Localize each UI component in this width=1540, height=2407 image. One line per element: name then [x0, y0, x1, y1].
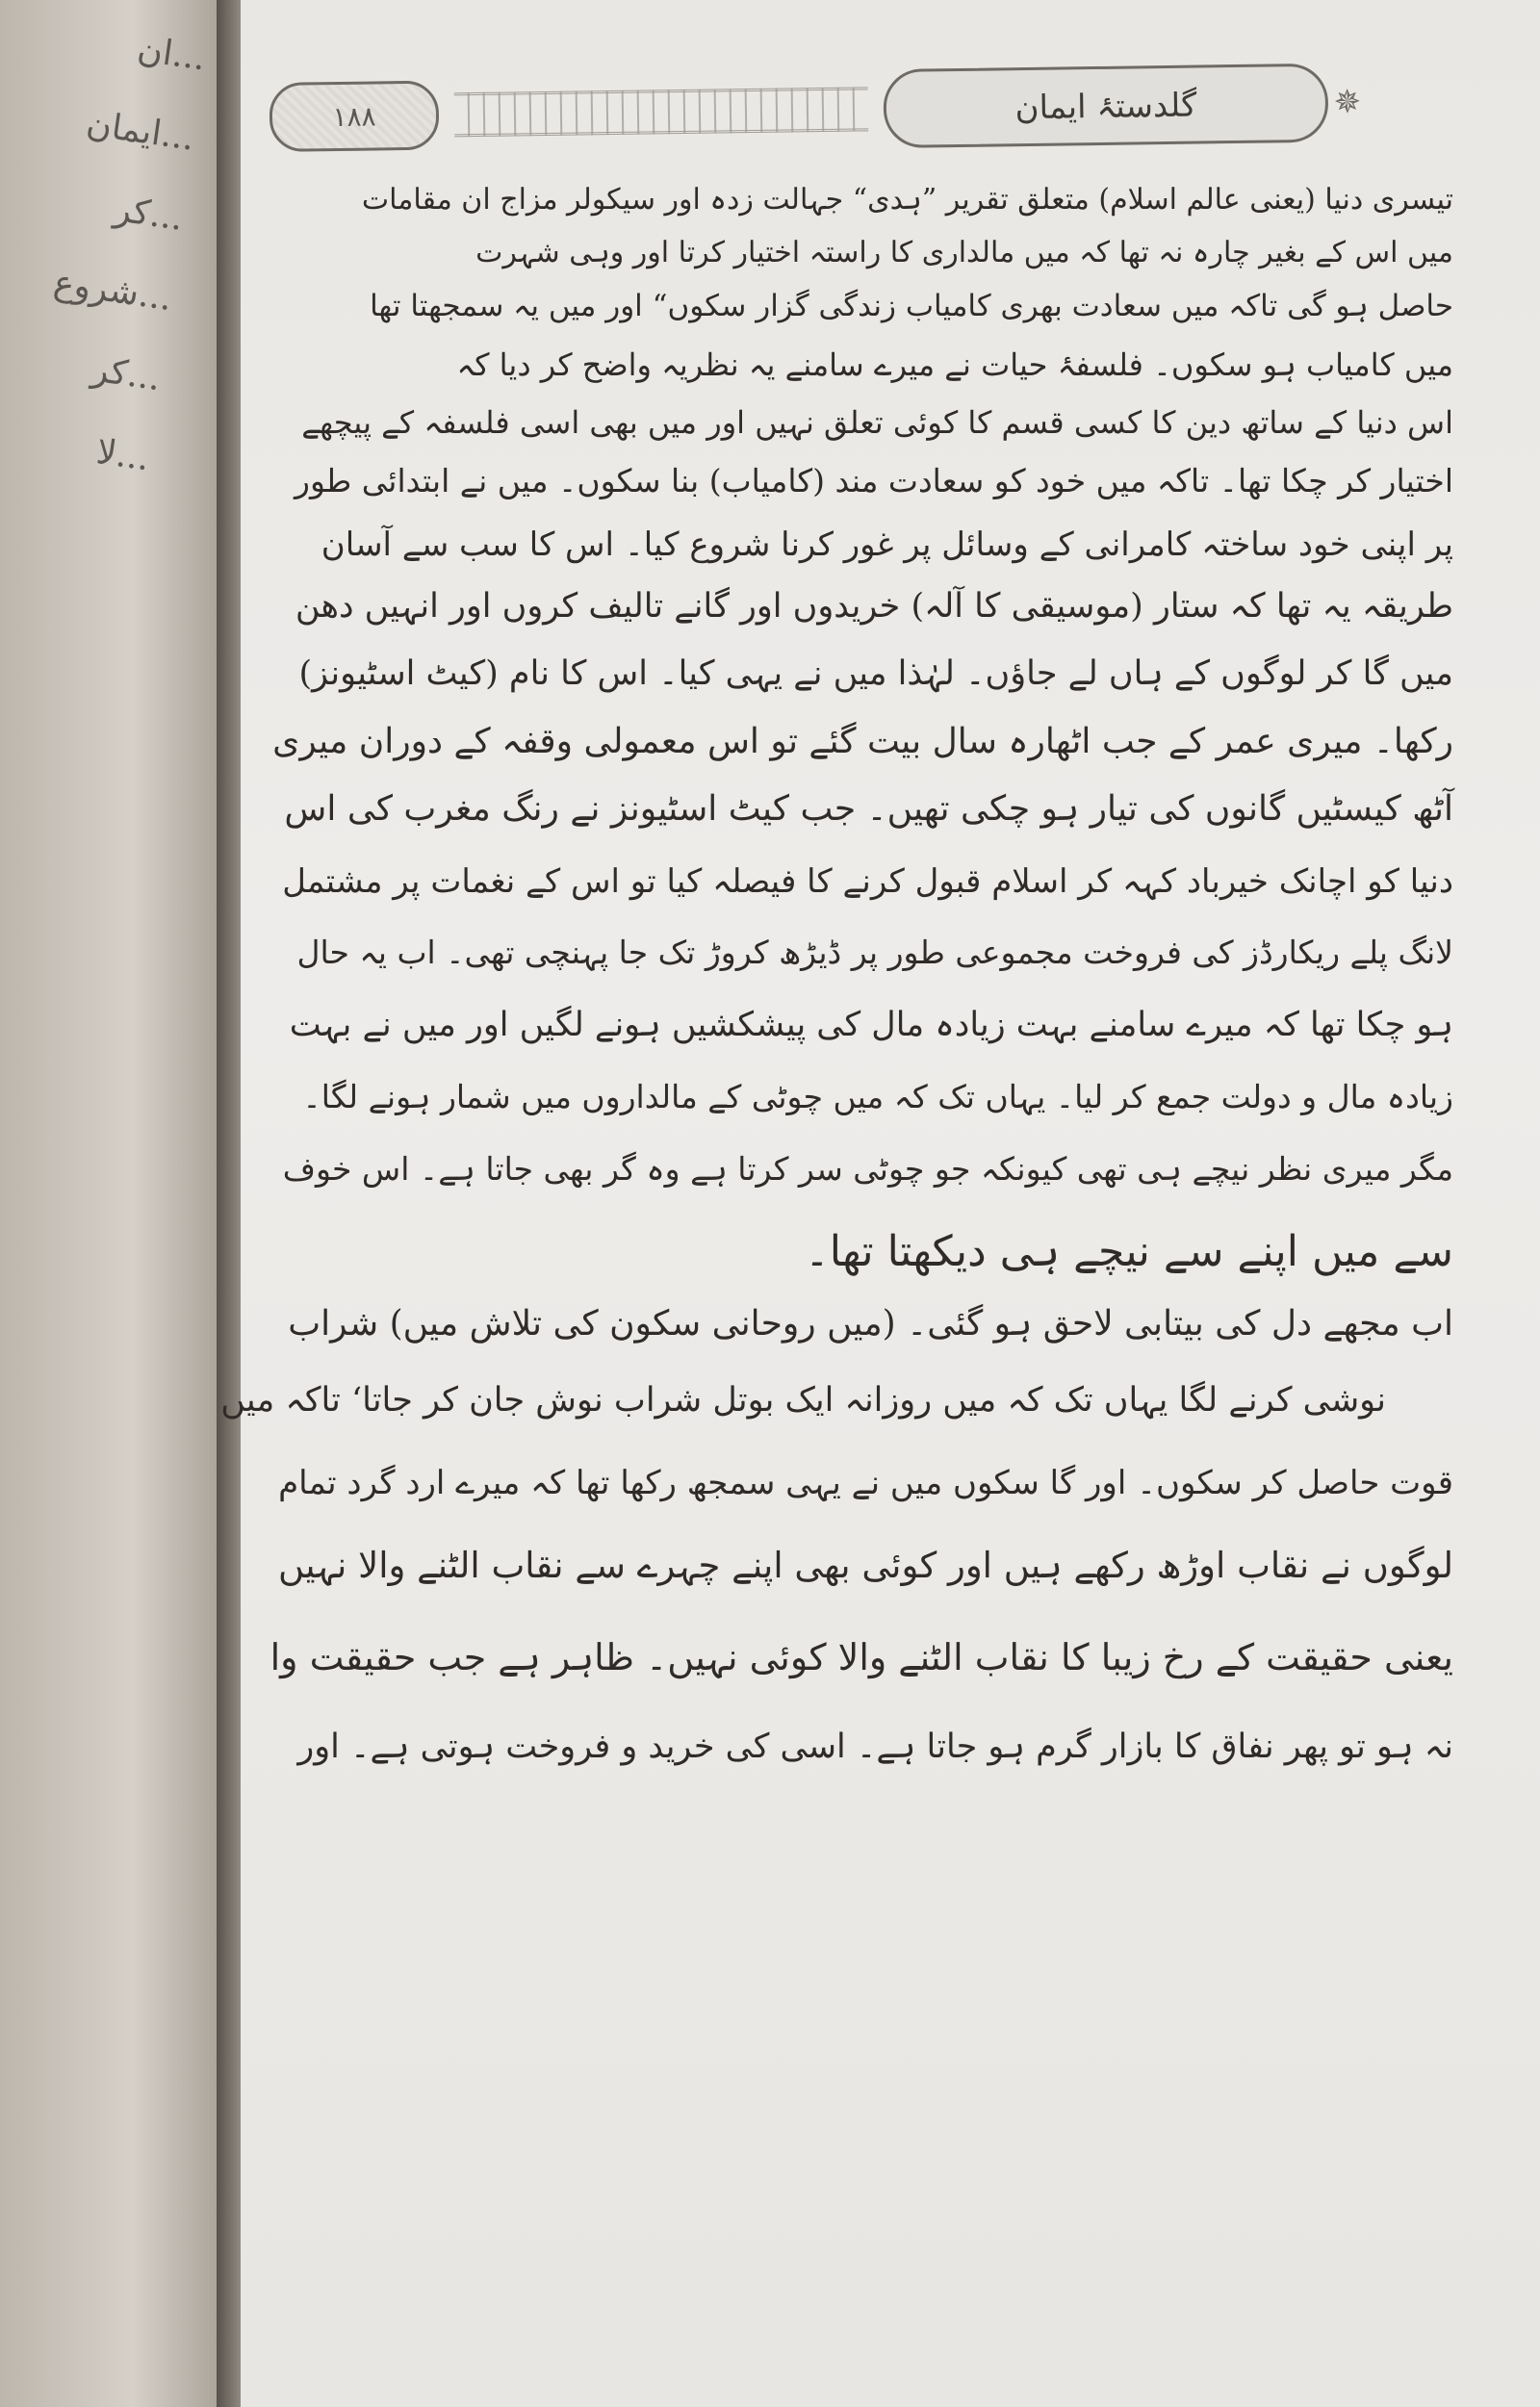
text-line: میں کامیاب ہو سکوں۔ فلسفۂ حیات نے میرے سامنے یہ نظریہ واضح کر دیا کہ	[456, 346, 1453, 383]
text-line: مگر میری نظر نیچے ہی تھی کیونکہ جو چوٹی سر کرتا ہے وہ گر بھی جاتا ہے۔ اس خوف	[282, 1150, 1453, 1188]
text-line: حاصل ہو گی تاکہ میں سعادت بھری کامیاب زندگی گزار سکوں“ اور میں یہ سمجھتا تھا	[370, 289, 1453, 323]
facing-page-text	[0, 0, 211, 1258]
text-line: میں گا کر لوگوں کے ہاں لے جاؤں۔ لہٰذا میں نے یہی کیا۔ اس کا نام (کیٹ اسٹیونز)	[298, 654, 1453, 693]
text-line: طریقہ یہ تھا کہ ستار (موسیقی کا آلہ) خریدوں اور گانے تالیف کروں اور انہیں دھن	[295, 587, 1453, 626]
page-body	[220, 0, 1540, 2407]
text-line: میں اس کے بغیر چارہ نہ تھا کہ میں مالداری کا راستہ اختیار کرتا اور وہی شہرت	[475, 236, 1453, 269]
text-line: سے میں اپنے سے نیچے ہی دیکھتا تھا۔	[804, 1227, 1453, 1276]
text-line: دنیا کو اچانک خیرباد کہہ کر اسلام قبول کرنے کا فیصلہ کیا تو اس کے نغمات پر مشتمل	[282, 862, 1453, 901]
text-line: آٹھ کیسٹیں گانوں کی تیار ہو چکی تھیں۔ جب کیٹ اسٹیونز نے رنگ مغرب کی اس	[284, 789, 1453, 829]
text-line: یعنی حقیقت کے رخ زیبا کا نقاب الٹنے والا کوئی نہیں۔ ظاہر ہے جب حقیقت وا	[270, 1636, 1453, 1678]
text-line: ہو چکا تھا کہ میرے سامنے بہت زیادہ مال کی پیشکشیں ہونے لگیں اور میں نے بہت	[289, 1006, 1453, 1044]
page-title: گلدستۂ ایمان	[883, 64, 1328, 148]
text-line: لانگ پلے ریکارڈز کی فروخت مجموعی طور پر ڈیڑھ کروڑ تک جا پہنچی تھی۔ اب یہ حال	[296, 934, 1453, 971]
book-page	[220, 0, 1540, 2407]
text-line: اس دنیا کے ساتھ دین کا کسی قسم کا کوئی تعلق نہیں اور میں بھی اسی فلسفہ کے پیچھے	[301, 404, 1453, 441]
facing-fragment: ...کر	[89, 349, 164, 399]
text-line: رکھا۔ میری عمر کے جب اٹھارہ سال بیت گئے تو اس معمولی وقفہ کے دوران میری	[272, 722, 1453, 761]
text-line: قوت حاصل کر سکوں۔ اور گا سکوں میں نے یہی سمجھ رکھا تھا کہ میرے ارد گرد تمام	[278, 1464, 1453, 1502]
facing-fragment: ...ایمان	[84, 104, 197, 159]
page-number: ١٨٨	[269, 81, 439, 152]
text-line: زیادہ مال و دولت جمع کر لیا۔ یہاں تک کہ میں چوٹی کے مالداروں میں شمار ہونے لگا۔	[302, 1078, 1453, 1115]
facing-fragment: ...ان	[135, 29, 209, 79]
text-line: اختیار کر چکا تھا۔ تاکہ میں خود کو سعادت مند (کامیاب) بنا سکوں۔ میں نے ابتدائی طور	[295, 462, 1453, 499]
facing-fragment: ...لا	[93, 432, 152, 479]
text-line: اب مجھے دل کی بیتابی لاحق ہو گئی۔ (میں روحانی سکون کی تلاش میں) شراب	[288, 1304, 1453, 1344]
text-line: نوشی کرنے لگا یہاں تک کہ میں روزانہ ایک بوتل شراب نوش جان کر جاتا‘ تاکہ میں	[220, 1381, 1386, 1420]
star-ornament-icon: ✵	[1333, 83, 1362, 122]
facing-page	[0, 0, 241, 2407]
text-line: نہ ہو تو پھر نفاق کا بازار گرم ہو جاتا ہے۔ اسی کی خرید و فروخت ہوتی ہے۔ اور	[297, 1728, 1453, 1766]
text-line: پر اپنی خود ساختہ کامرانی کے وسائل پر غور کرنا شروع کیا۔ اس کا سب سے آسان	[321, 525, 1453, 564]
text-line: لوگوں نے نقاب اوڑھ رکھے ہیں اور کوئی بھی اپنے چہرے سے نقاب الٹنے والا نہیں	[278, 1545, 1453, 1586]
text-line: تیسری دنیا (یعنی عالم اسلام) متعلق تقریر ”ہدی“ جہالت زدہ اور سیکولر مزاج ان مقامات	[361, 183, 1453, 217]
facing-fragment: ...کر	[112, 190, 186, 239]
facing-fragment: ...شروع	[51, 263, 175, 319]
